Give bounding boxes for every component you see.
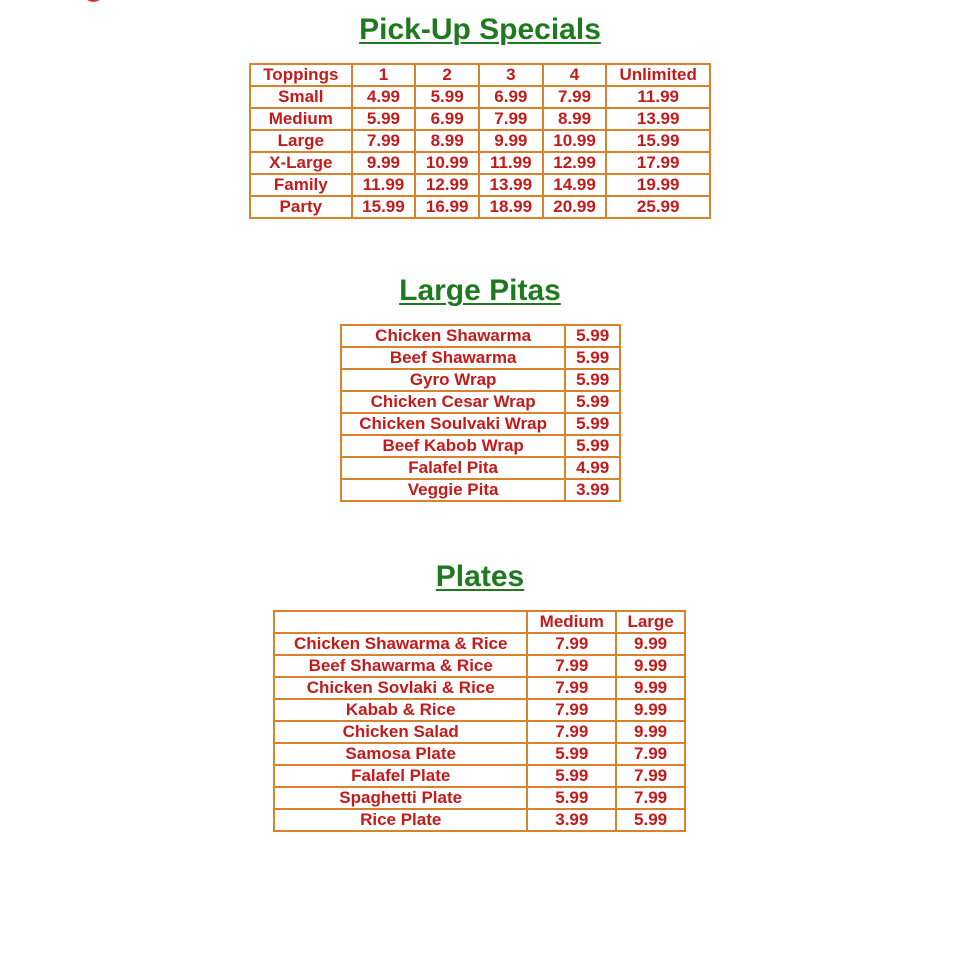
price-cell: 5.99 (415, 86, 479, 108)
price-cell: 9.99 (352, 152, 416, 174)
size-cell: Family (250, 174, 352, 196)
price-cell: 11.99 (606, 86, 710, 108)
table-row (341, 479, 620, 501)
price-cell: 5.99 (565, 347, 620, 369)
price-cell: 13.99 (606, 108, 710, 130)
table-row (274, 655, 685, 677)
item-name-cell: Beef Shawarma (341, 347, 565, 369)
price-cell: 10.99 (543, 130, 607, 152)
price-cell: 7.99 (352, 130, 416, 152)
table-row (274, 743, 685, 765)
table-row (341, 413, 620, 435)
price-cell: 13.99 (479, 174, 543, 196)
table-row (341, 435, 620, 457)
price-cell: 15.99 (606, 130, 710, 152)
item-name-cell: Beef Kabob Wrap (341, 435, 565, 457)
medium-price-cell: 5.99 (527, 765, 616, 787)
table-row (341, 369, 620, 391)
price-cell: 18.99 (479, 196, 543, 218)
large-price-cell: 7.99 (616, 743, 685, 765)
item-name-cell: Rice Plate (274, 809, 527, 831)
medium-price-cell: 7.99 (527, 677, 616, 699)
large-price-cell: 5.99 (616, 809, 685, 831)
medium-price-cell: 5.99 (527, 787, 616, 809)
table-row (250, 196, 710, 218)
size-cell: Party (250, 196, 352, 218)
price-cell: 5.99 (565, 391, 620, 413)
large-price-cell: 7.99 (616, 765, 685, 787)
large-price-cell: 9.99 (616, 677, 685, 699)
large-pitas-title: Large Pitas (399, 274, 561, 307)
size-cell: Small (250, 86, 352, 108)
toppings-unlimited-header: Unlimited (606, 64, 710, 86)
item-name-cell: Kabab & Rice (274, 699, 527, 721)
item-name-cell: Gyro Wrap (341, 369, 565, 391)
price-cell: 12.99 (543, 152, 607, 174)
price-cell: 5.99 (565, 435, 620, 457)
price-cell: 5.99 (565, 369, 620, 391)
table-row (274, 765, 685, 787)
price-cell: 15.99 (352, 196, 416, 218)
toppings-header: Toppings (250, 64, 352, 86)
toppings-4-header: 4 (543, 64, 607, 86)
large-price-cell: 9.99 (616, 655, 685, 677)
table-row (274, 809, 685, 831)
large-price-cell: 9.99 (616, 633, 685, 655)
price-cell: 5.99 (565, 325, 620, 347)
item-name-cell: Chicken Sovlaki & Rice (274, 677, 527, 699)
price-cell: 25.99 (606, 196, 710, 218)
price-cell: 5.99 (565, 413, 620, 435)
price-cell: 8.99 (543, 108, 607, 130)
table-row (274, 677, 685, 699)
price-cell: 11.99 (479, 152, 543, 174)
pickup-specials-table (249, 63, 711, 219)
large-header: Large (616, 611, 685, 633)
size-cell: X-Large (250, 152, 352, 174)
item-name-cell: Chicken Salad (274, 721, 527, 743)
medium-price-cell: 7.99 (527, 699, 616, 721)
table-header-row (274, 611, 685, 633)
table-row (250, 174, 710, 196)
price-cell: 6.99 (479, 86, 543, 108)
table-header-row (250, 64, 710, 86)
size-cell: Medium (250, 108, 352, 130)
table-row (250, 130, 710, 152)
price-cell: 19.99 (606, 174, 710, 196)
table-row (341, 325, 620, 347)
price-cell: 6.99 (415, 108, 479, 130)
price-cell: 9.99 (479, 130, 543, 152)
item-name-cell: Spaghetti Plate (274, 787, 527, 809)
large-pitas-table (340, 324, 621, 502)
table-row (250, 108, 710, 130)
table-row (250, 152, 710, 174)
table-row (274, 699, 685, 721)
item-name-cell: Beef Shawarma & Rice (274, 655, 527, 677)
price-cell: 16.99 (415, 196, 479, 218)
logo-fragment (66, 0, 246, 4)
price-cell: 11.99 (352, 174, 416, 196)
size-cell: Large (250, 130, 352, 152)
price-cell: 14.99 (543, 174, 607, 196)
price-cell: 5.99 (352, 108, 416, 130)
item-name-cell: Samosa Plate (274, 743, 527, 765)
price-cell: 3.99 (565, 479, 620, 501)
price-cell: 7.99 (543, 86, 607, 108)
medium-price-cell: 5.99 (527, 743, 616, 765)
price-cell: 10.99 (415, 152, 479, 174)
item-name-cell: Veggie Pita (341, 479, 565, 501)
item-name-cell: Chicken Cesar Wrap (341, 391, 565, 413)
item-name-cell: Chicken Soulvaki Wrap (341, 413, 565, 435)
plate-name-header (274, 611, 527, 633)
table-row (274, 787, 685, 809)
large-price-cell: 9.99 (616, 699, 685, 721)
table-row (341, 457, 620, 479)
large-price-cell: 9.99 (616, 721, 685, 743)
table-row (250, 86, 710, 108)
price-cell: 17.99 (606, 152, 710, 174)
pickup-specials-title: Pick-Up Specials (359, 13, 601, 46)
item-name-cell: Chicken Shawarma (341, 325, 565, 347)
item-name-cell: Falafel Pita (341, 457, 565, 479)
table-row (341, 391, 620, 413)
medium-price-cell: 7.99 (527, 655, 616, 677)
price-cell: 7.99 (479, 108, 543, 130)
price-cell: 20.99 (543, 196, 607, 218)
price-cell: 8.99 (415, 130, 479, 152)
item-name-cell: Chicken Shawarma & Rice (274, 633, 527, 655)
large-price-cell: 7.99 (616, 787, 685, 809)
item-name-cell: Falafel Plate (274, 765, 527, 787)
medium-price-cell: 3.99 (527, 809, 616, 831)
table-row (341, 347, 620, 369)
table-row (274, 721, 685, 743)
toppings-1-header: 1 (352, 64, 416, 86)
price-cell: 4.99 (565, 457, 620, 479)
medium-header: Medium (527, 611, 616, 633)
price-cell: 12.99 (415, 174, 479, 196)
medium-price-cell: 7.99 (527, 721, 616, 743)
medium-price-cell: 7.99 (527, 633, 616, 655)
plates-title: Plates (435, 560, 525, 593)
table-row (274, 633, 685, 655)
plates-table (273, 610, 686, 832)
price-cell: 4.99 (352, 86, 416, 108)
toppings-3-header: 3 (479, 64, 543, 86)
toppings-2-header: 2 (415, 64, 479, 86)
